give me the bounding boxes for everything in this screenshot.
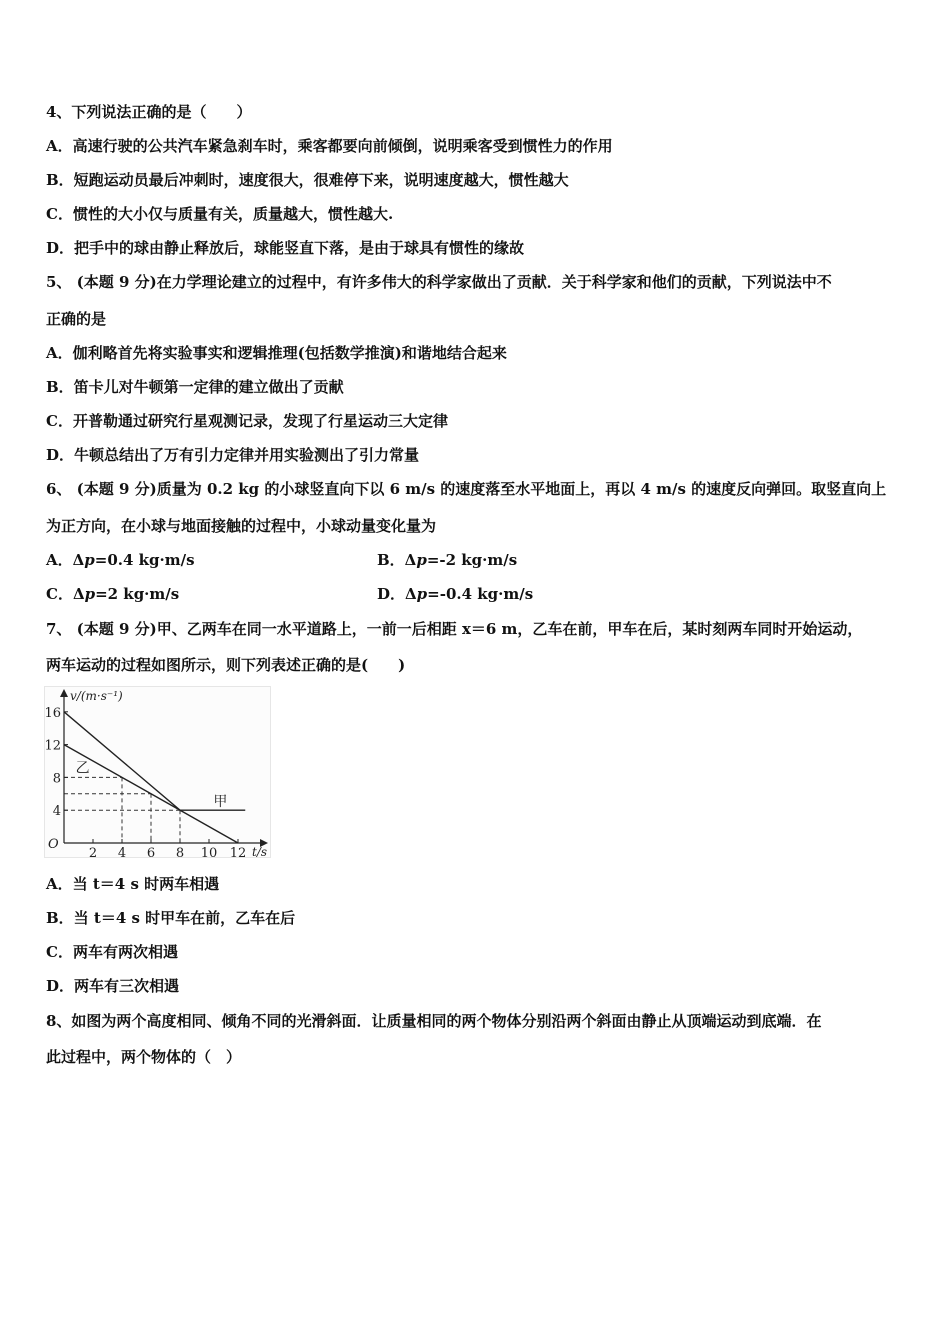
q7-stem-line2: 两车运动的过程如图所示，则下列表述正确的是( ) (46, 656, 406, 674)
q5-stem-line2: 正确的是 (46, 310, 107, 328)
y-tick-label: 12 (44, 738, 61, 754)
q5-option-b: B．笛卡儿对牛顿第一定律的建立做出了贡献 (46, 378, 344, 396)
q6-option-c: C．Δp=2 kg·m/s (46, 585, 180, 603)
x-tick-label: 2 (88, 846, 98, 859)
q6-option-b: B．Δp=-2 kg·m/s (377, 551, 518, 569)
y-axis-label: v/(m·s⁻¹) (70, 689, 123, 703)
origin-label: O (48, 837, 59, 852)
x-tick-label: 12 (229, 846, 247, 859)
q4-stem: 4、下列说法正确的是（ ） (46, 103, 252, 121)
q7-option-b: B．当 t＝4 s 时甲车在前，乙车在后 (46, 909, 296, 927)
q8-stem-line1: 8、如图为两个高度相同、倾角不同的光滑斜面．让质量相同的两个物体分别沿两个斜面由静止从顶端运动到底端．在 (46, 1012, 822, 1030)
q7-option-d: D．两车有三次相遇 (46, 977, 180, 995)
q6-option-a: A．Δp=0.4 kg·m/s (46, 551, 195, 569)
q7-stem-line1: 7、 (本题 9 分)甲、乙两车在同一水平道路上，一前一后相距 x＝6 m，乙车在前，甲车在后，某时刻两车同时开始运动， (46, 620, 863, 638)
q8-stem-line2: 此过程中，两个物体的（ ） (46, 1048, 242, 1066)
q5-stem-line1: 5、 (本题 9 分)在力学理论建立的过程中，有许多伟大的科学家做出了贡献．关于科学家和他们的贡献，下列说法中不 (46, 273, 832, 291)
series-label-yi: 乙 (75, 760, 90, 777)
q7-option-c: C．两车有两次相遇 (46, 943, 178, 961)
x-axis-label: t/s (252, 845, 268, 859)
q4-option-d: D．把手中的球由静止释放后，球能竖直下落，是由于球具有惯性的缘故 (46, 239, 525, 257)
x-tick-label: 8 (175, 846, 185, 859)
y-tick-label: 4 (52, 804, 61, 820)
q5-option-a: A．伽利略首先将实验事实和逻辑推理(包括数学推演)和谐地结合起来 (46, 344, 507, 362)
x-tick-label: 10 (200, 846, 218, 859)
x-tick-label: 6 (146, 846, 156, 859)
series-label-jia: 甲 (213, 794, 228, 811)
q5-option-c: C．开普勒通过研究行星观测记录，发现了行星运动三大定律 (46, 412, 448, 430)
q6-option-d: D．Δp=-0.4 kg·m/s (377, 585, 534, 603)
x-tick-label: 4 (117, 846, 127, 859)
q6-stem-line2: 为正方向，在小球与地面接触的过程中，小球动量变化量为 (46, 517, 437, 535)
q4-option-a: A．高速行驶的公共汽车紧急刹车时，乘客都要向前倾倒，说明乘客受到惯性力的作用 (46, 137, 613, 155)
q4-option-b: B．短跑运动员最后冲刺时，速度很大，很难停下来，说明速度越大，惯性越大 (46, 171, 569, 189)
q7-option-a: A．当 t＝4 s 时两车相遇 (46, 875, 220, 893)
y-tick-label: 8 (52, 771, 61, 787)
q4-option-c: C．惯性的大小仅与质量有关，质量越大，惯性越大. (46, 205, 394, 223)
velocity-time-graph (44, 686, 272, 859)
y-tick-label: 16 (44, 705, 61, 721)
q6-stem-line1: 6、 (本题 9 分)质量为 0.2 kg 的小球竖直向下以 6 m/s 的速度落至水平地面上，再以 4 m/s 的速度反向弹回。取竖直向上 (46, 480, 887, 498)
q5-option-d: D．牛顿总结出了万有引力定律并用实验测出了引力常量 (46, 446, 420, 464)
